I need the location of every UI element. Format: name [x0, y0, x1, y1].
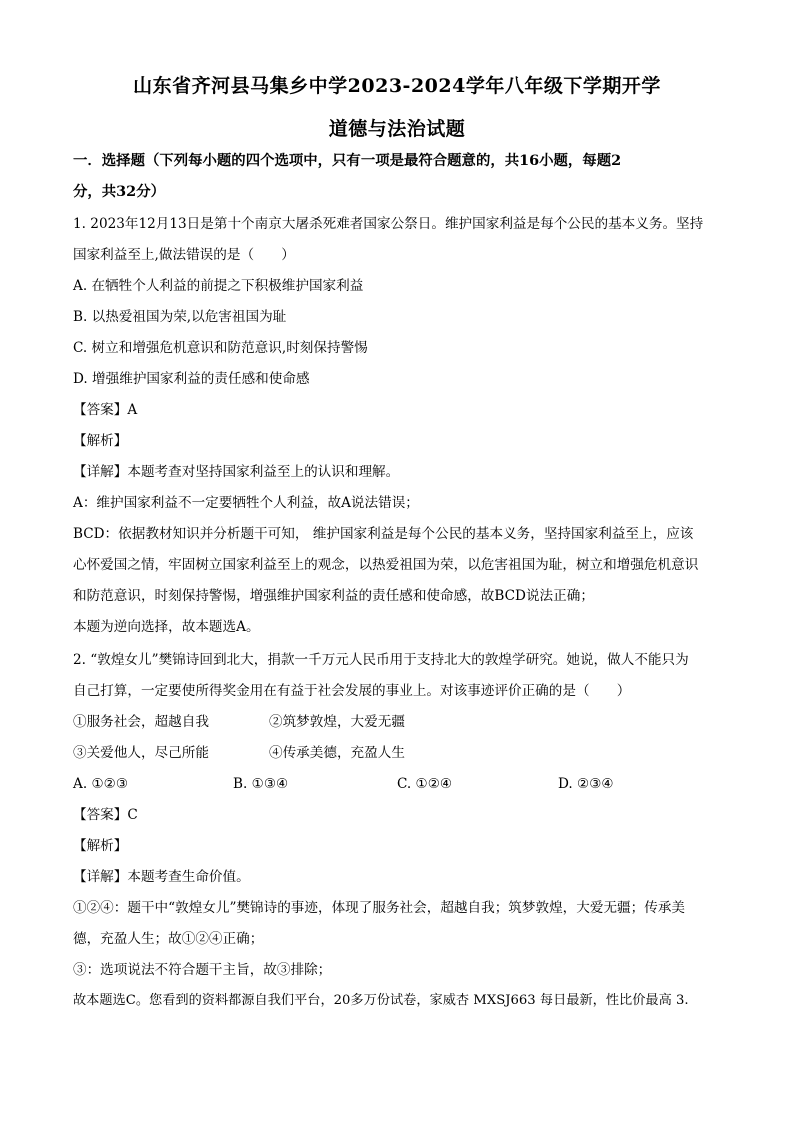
- section-heading-continued: 分，共32分）: [73, 183, 165, 200]
- q2-conclusion: 故本题选C。您看到的资料都源自我们平台，20多万份试卷，家威杏 MXSJ663 每日最新，性比价最高 3.: [73, 993, 689, 1008]
- q1-explanation-bcd: BCD：依据教材知识并分析题干可知， 维护国家利益是每个公民的基本义务，坚持国家利益至上，应该: [73, 526, 694, 542]
- q1-conclusion: 本题为逆向选择，故本题选A。: [73, 619, 260, 635]
- q2-choices-row: [73, 774, 733, 794]
- q1-option-a: A. 在牺牲个人利益的前提之下积极维护国家利益: [73, 278, 364, 294]
- q2-stem: 2. “敦煌女儿”樊锦诗回到北大，捐款一千万元人民币用于支持北大的敦煌学研究。她说，做人不能只为: [73, 652, 689, 668]
- q1-option-d: D. 增强维护国家利益的责任感和使命感: [73, 371, 310, 387]
- q2-item-1: ①服务社会，超越自我: [73, 714, 209, 730]
- q2-choice-b: B. ①③④: [233, 776, 289, 792]
- q2-items-row-1: [73, 712, 733, 732]
- section-heading: 一．选择题（下列每小题的四个选项中，只有一项是最符合题意的，共16小题，每题2: [73, 152, 622, 169]
- q2-item-3: ③关爱他人，尽己所能: [73, 745, 209, 761]
- q2-explanation-124: ①②④：题干中“敦煌女儿”樊锦诗的事迹，体现了服务社会，超越自我；筑梦敦煌，大爱无疆；传承美: [73, 900, 686, 916]
- q2-items-row-2: [73, 743, 733, 763]
- q2-explanation-3: ③：选项说法不符合题干主旨，故③排除；: [73, 962, 332, 978]
- q1-answer: 【答案】A: [73, 402, 138, 418]
- q1-analysis-label: 【解析】: [73, 433, 128, 449]
- q2-choice-c: C. ①②④: [397, 776, 453, 792]
- q1-stem-continued: 国家利益至上,做法错误的是（ ）: [73, 247, 295, 263]
- q1-option-c: C. 树立和增强危机意识和防范意识,时刻保持警惕: [73, 340, 368, 356]
- q2-item-2: ②筑梦敦煌，大爱无疆: [269, 714, 405, 730]
- q1-explanation-bcd-3: 和防范意识，时刻保持警惕，增强维护国家利益的责任感和使命感，故BCD说法正确；: [73, 588, 594, 604]
- q2-item-4: ④传承美德，充盈人生: [269, 745, 405, 761]
- page-title: 山东省齐河县马集乡中学2023-2024学年八年级下学期开学: [133, 75, 661, 97]
- q2-choice-d: D. ②③④: [558, 776, 614, 792]
- q2-detail: 【详解】本题考查生命价值。: [73, 869, 250, 885]
- q2-stem-continued: 自己打算，一定要使所得奖金用在有益于社会发展的事业上。对该事迹评价正确的是（ ）: [73, 683, 631, 699]
- q1-stem: 1. 2023年12月13日是第十个南京大屠杀死难者国家公祭日。维护国家利益是每个公民的基本义务。坚持: [73, 216, 704, 232]
- q2-explanation-124-2: 德，充盈人生；故①②④正确；: [73, 931, 264, 947]
- q1-explanation-bcd-2: 心怀爱国之情，牢固树立国家利益至上的观念，以热爱祖国为荣，以危害祖国为耻，树立和增强危机意识: [73, 557, 699, 573]
- q2-choice-a: A. ①②③: [73, 776, 129, 792]
- q1-detail: 【详解】本题考查对坚持国家利益至上的认识和理解。: [73, 464, 400, 480]
- q1-option-b: B. 以热爱祖国为荣,以危害祖国为耻: [73, 309, 287, 325]
- q1-explanation-a: A：维护国家利益不一定要牺牲个人利益，故A说法错误；: [73, 495, 419, 511]
- q2-answer: 【答案】C: [73, 807, 138, 823]
- q2-analysis-label: 【解析】: [73, 838, 128, 854]
- page-subtitle: 道德与法治试题: [328, 118, 466, 140]
